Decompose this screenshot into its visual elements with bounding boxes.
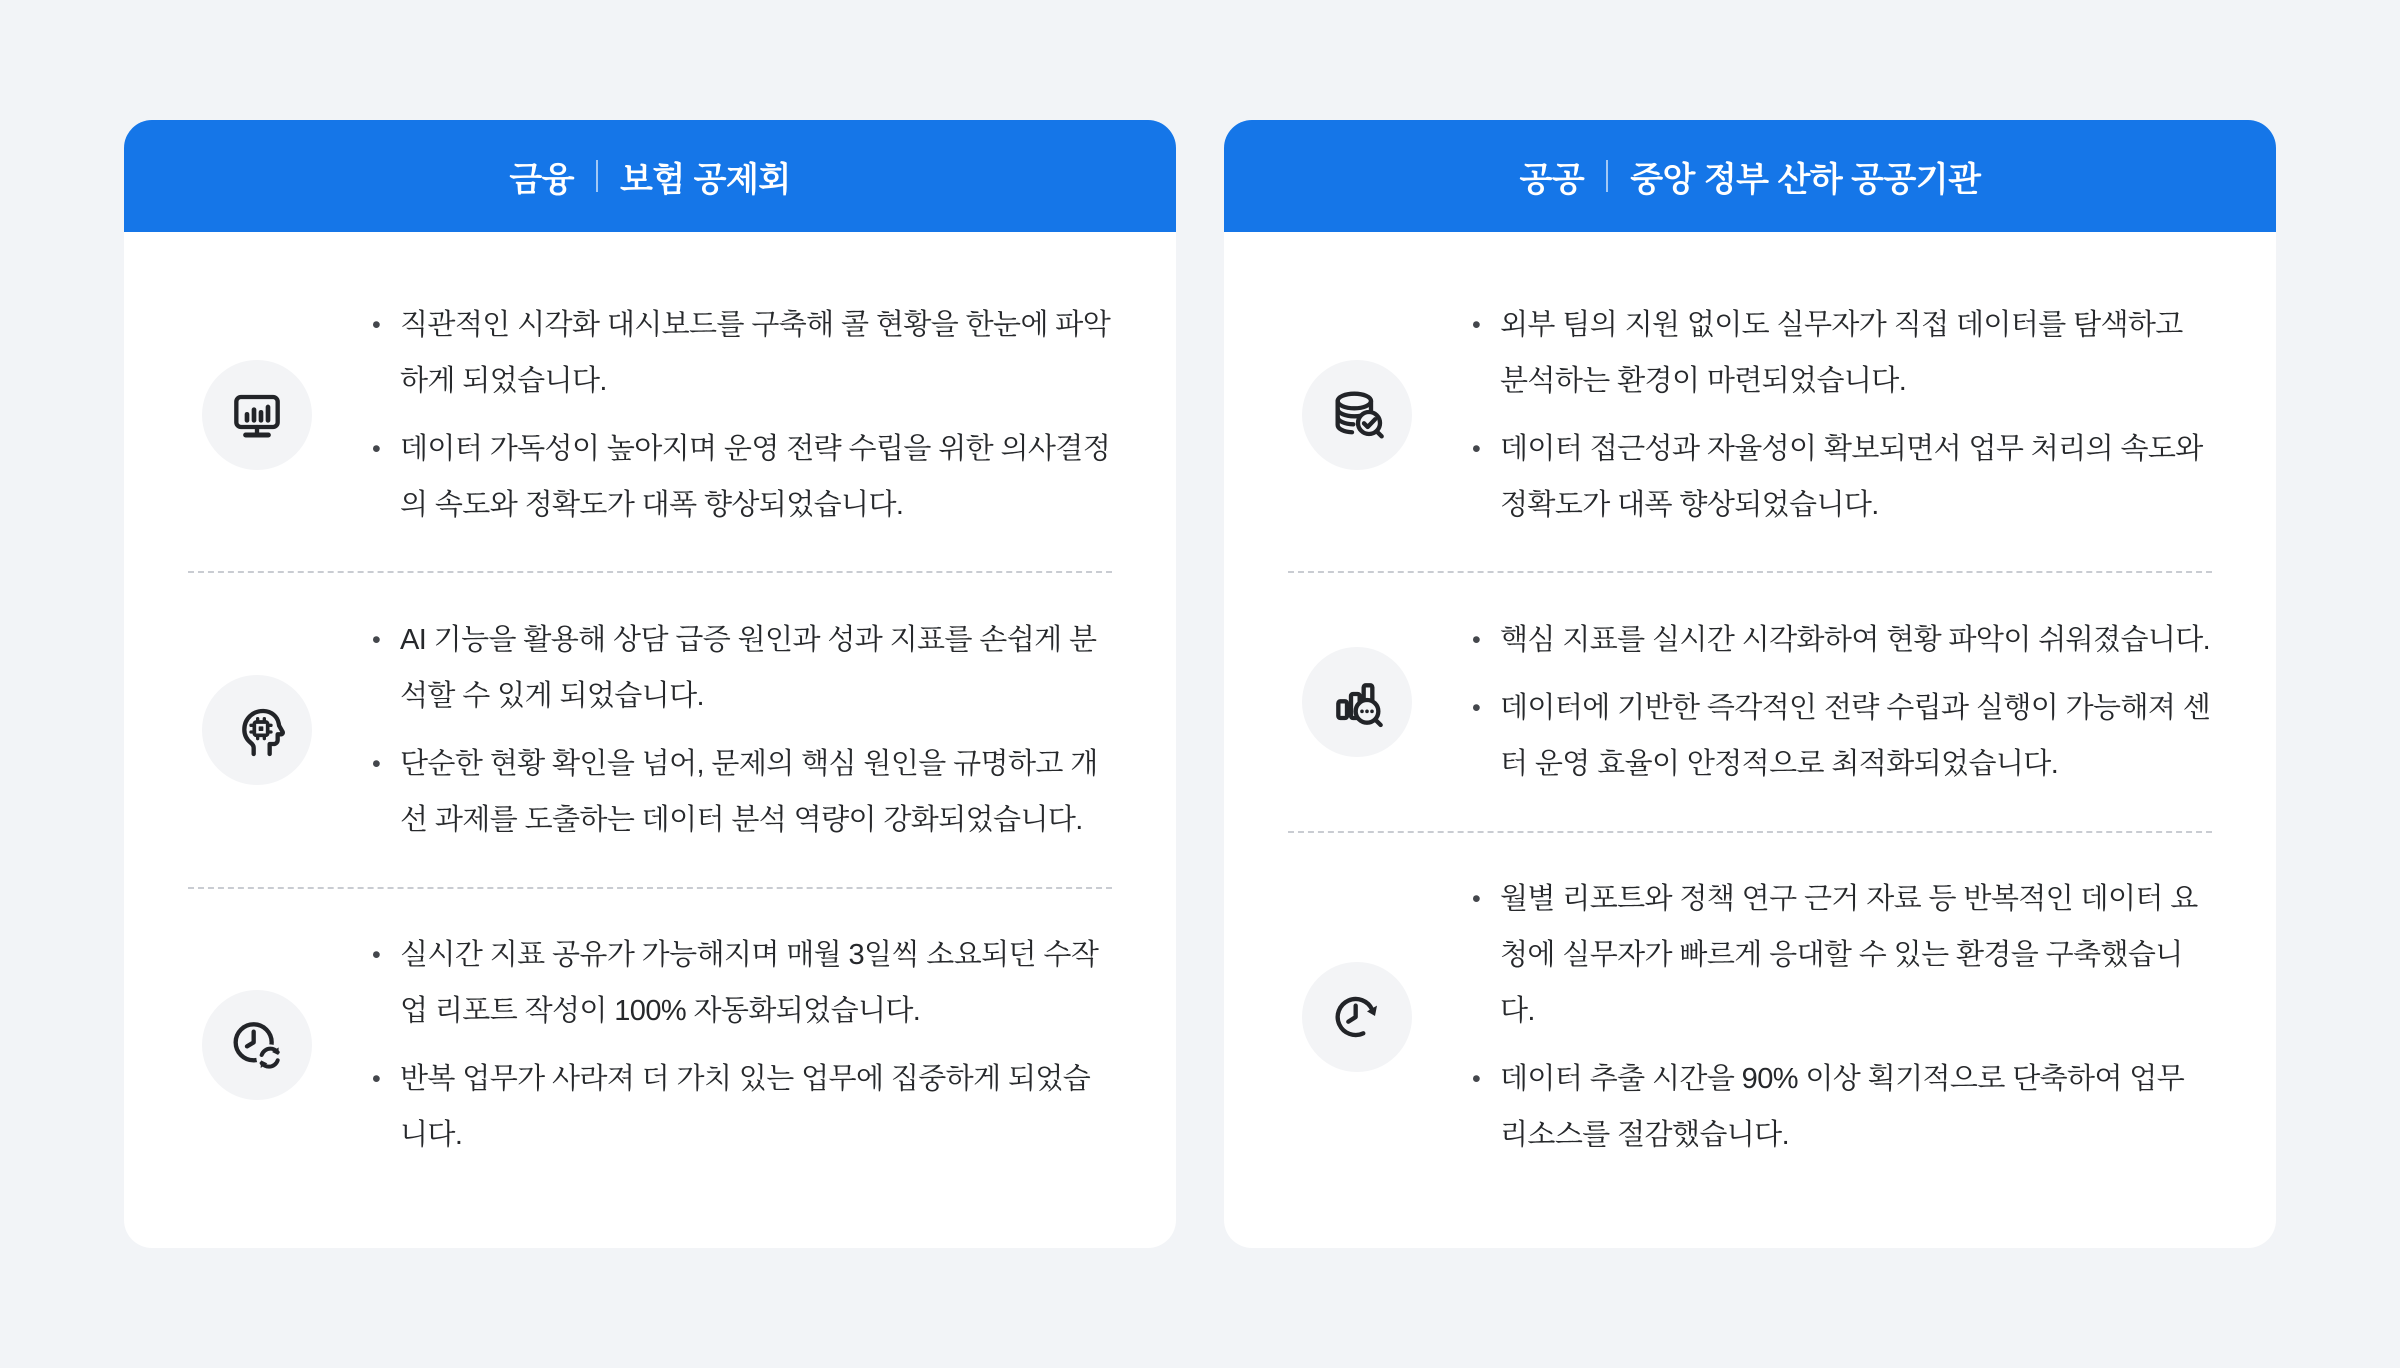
section-automation: [188, 889, 1112, 1202]
header-divider: [596, 160, 598, 192]
bullet-item: • 핵심 지표를 실시간 시각화하여 현황 파악이 쉬워졌습니다.: [1470, 612, 2212, 668]
bullet-list: [370, 927, 1112, 1163]
bullet-item: • 데이터에 기반한 즉각적인 전략 수립과 실행이 가능해져 센터 운영 효율이 안정적으로 최적화되었습니다.: [1470, 680, 2212, 792]
section-time-saving: [1288, 833, 2212, 1202]
card-public-header: [1224, 120, 2276, 232]
card-finance-body: [124, 232, 1176, 1248]
bullet-item: • 실시간 지표 공유가 가능해지며 매월 3일씩 소요되던 수작업 리포트 작성이 100% 자동화되었습니다.: [370, 927, 1112, 1039]
header-divider: [1606, 160, 1608, 192]
ai-head-chip-icon: [202, 675, 312, 785]
bullet-list: [370, 612, 1112, 848]
bullet-item: • 데이터 접근성과 자율성이 확보되면서 업무 처리의 속도와 정확도가 대폭 향상되었습니다.: [1470, 421, 2212, 533]
section-ai-analysis: [188, 573, 1112, 886]
bullet-item: • 외부 팀의 지원 없이도 실무자가 직접 데이터를 탐색하고 분석하는 환경이 마련되었습니다.: [1470, 297, 2212, 409]
bullet-list: [1470, 612, 2212, 792]
bullet-item: • 데이터 가독성이 높아지며 운영 전략 수립을 위한 의사결정의 속도와 정확도가 대폭 향상되었습니다.: [370, 421, 1112, 533]
chart-search-icon: [1302, 647, 1412, 757]
bullet-item: • AI 기능을 활용해 상담 급증 원인과 성과 지표를 손쉽게 분석할 수 있게 되었습니다.: [370, 612, 1112, 724]
clock-history-icon: [1302, 962, 1412, 1072]
monitor-chart-icon: [202, 360, 312, 470]
clock-sync-icon: [202, 990, 312, 1100]
bullet-item: • 단순한 현황 확인을 넘어, 문제의 핵심 원인을 규명하고 개선 과제를 도출하는 데이터 분석 역량이 강화되었습니다.: [370, 736, 1112, 848]
section-self-service-data: [1288, 258, 2212, 571]
card-finance: [124, 120, 1176, 1248]
card-finance-header: [124, 120, 1176, 232]
card-title-label: 보험 공제회: [620, 160, 791, 199]
card-category-label: 금융: [509, 160, 575, 199]
bullet-item: • 월별 리포트와 정책 연구 근거 자료 등 반복적인 데이터 요청에 실무자가 빠르게 응대할 수 있는 환경을 구축했습니다.: [1470, 871, 2212, 1039]
section-realtime-kpi: [1288, 573, 2212, 830]
database-check-icon: [1302, 360, 1412, 470]
bullet-list: [1470, 297, 2212, 533]
bullet-list: [370, 297, 1112, 533]
bullet-item: • 데이터 추출 시간을 90% 이상 획기적으로 단축하여 업무 리소스를 절감했습니다.: [1470, 1051, 2212, 1163]
card-title-label: 중앙 정부 산하 공공기관: [1630, 160, 1981, 199]
card-category-label: 공공: [1519, 160, 1585, 199]
section-dashboard: [188, 258, 1112, 571]
card-public-body: [1224, 232, 2276, 1248]
card-public: [1224, 120, 2276, 1248]
bullet-list: [1470, 871, 2212, 1163]
bullet-item: • 반복 업무가 사라져 더 가치 있는 업무에 집중하게 되었습니다.: [370, 1051, 1112, 1163]
bullet-item: • 직관적인 시각화 대시보드를 구축해 콜 현황을 한눈에 파악하게 되었습니다.: [370, 297, 1112, 409]
